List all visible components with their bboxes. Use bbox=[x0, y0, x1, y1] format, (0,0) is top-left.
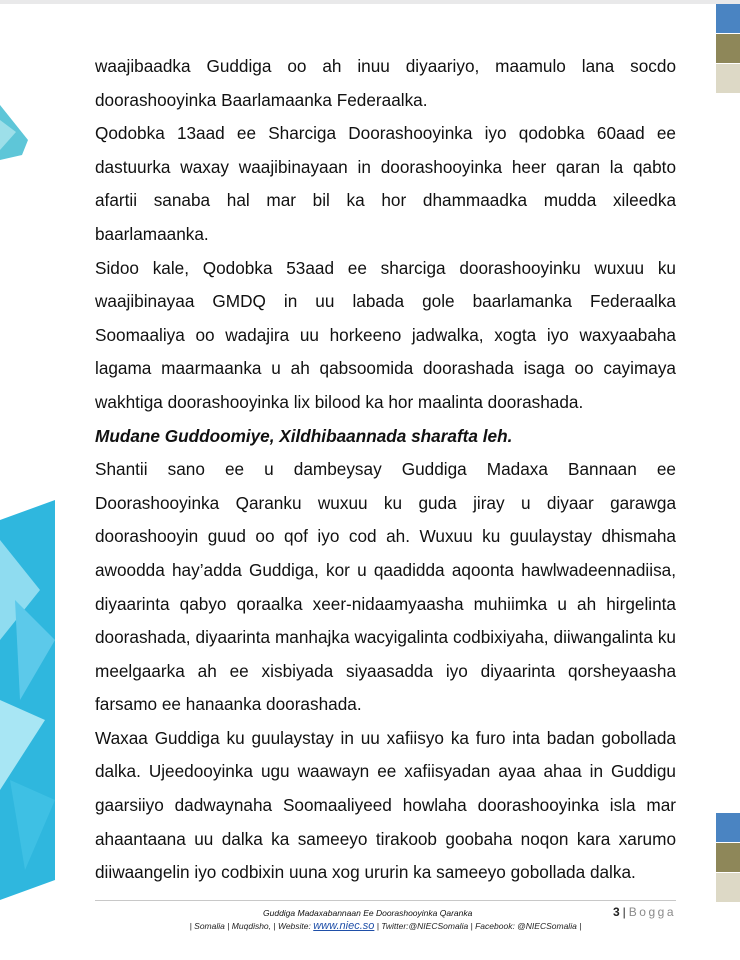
website-link[interactable]: www.niec.so bbox=[313, 920, 375, 932]
footer-divider bbox=[95, 900, 676, 901]
paragraph: waajibaadka Guddiga oo ah inuu diyaariyo, maamulo lana socdo doorashooyinka Baarlamaanka Federaalka. bbox=[95, 56, 676, 110]
square-olive bbox=[716, 34, 740, 63]
paragraph: Sidoo kale, Qodobka 53aad ee sharciga doorashooyinku wuxuu ku waajibinayaa GMDQ in uu labada gole baarlamanka Federaalka Soomaaliya oo wadajira uu horkeeno jadwalka, xogta iyo waxyaabaha lagama maarmaanka u ah qabsoomida doorashada isaga oo cayimaya wakhtiga doorashooyinka lix bilood ka hor maalinta doorashada. bbox=[95, 257, 676, 412]
color-squares-bottom bbox=[716, 813, 740, 903]
top-border bbox=[0, 0, 740, 4]
square-cream bbox=[716, 873, 740, 902]
square-olive bbox=[716, 843, 740, 872]
footer-header bbox=[95, 905, 676, 921]
decorative-shapes bbox=[0, 0, 60, 960]
page-word: Bogga bbox=[628, 905, 676, 919]
page-indicator bbox=[613, 905, 676, 919]
square-cream bbox=[716, 64, 740, 93]
footer-contact bbox=[95, 920, 676, 932]
square-blue bbox=[716, 4, 740, 33]
color-squares-top bbox=[716, 4, 740, 94]
page-number: 3 bbox=[612, 905, 620, 919]
document-body bbox=[95, 50, 676, 890]
page-separator: | bbox=[622, 905, 626, 919]
paragraph: Waxaa Guddiga ku guulaystay in uu xafiisyo ka furo inta badan gobollada dalka. Ujeedooyinka ugu waawayn ee xafiisyadan ayaa ahaa in Guddigu gaarsiiyo dadwaynaha Soomaaliyeed howlaha doorashooyinka isla mar ahaantaana uu dalka ka sameeyo tirakoob goobaha noqon kara xarumo diiwaangelin iyo codbixin uuna xog ururin ka sameeyo gobollada dalka. bbox=[95, 727, 676, 883]
paragraph: Qodobka 13aad ee Sharciga Doorashooyinka iyo qodobka 60aad ee dastuurka waxay waajibinayaan in doorashooyinka heer qaran la qabto afartii sanaba hal mar bil ka hor dhammaadka mudda xileedka baarlamaanka. bbox=[95, 123, 676, 244]
contact-prefix: | Somalia | Muqdisho, | Website: bbox=[189, 921, 314, 931]
footer-org-name: Guddiga Madaxabannaan Ee Doorashooyinka Qaranka bbox=[263, 908, 473, 918]
square-blue bbox=[716, 813, 740, 842]
contact-suffix: | Twitter:@NIECSomalia | Facebook: @NIECSomalia | bbox=[374, 921, 582, 931]
section-heading: Mudane Guddoomiye, Xildhibaannada sharafta leh. bbox=[95, 425, 513, 446]
paragraph: Shantii sano ee u dambeysay Guddiga Madaxa Bannaan ee Doorashooyinka Qaranku wuxuu ku guda jiray u diyaar garawga doorashooyin guud oo qof iyo cod ah. Wuxuu ku guulaystay dhismaha awoodda hay’adda Guddiga, kor u qaadidda aqoonta hawlwadeennadiisa, diyaarinta qabyo qoraalka xeer-nidaamyaasha muhiimka u ah hirgelinta doorashada, diyaarinta manhajka wacyigalinta codbixiyaha, diiwangalinta ku meelgaarka ah ee xisbiyada siyaasadda iyo diyaarinta qorsheyaasha farsamo ee hanaanka doorashada. bbox=[95, 459, 676, 715]
